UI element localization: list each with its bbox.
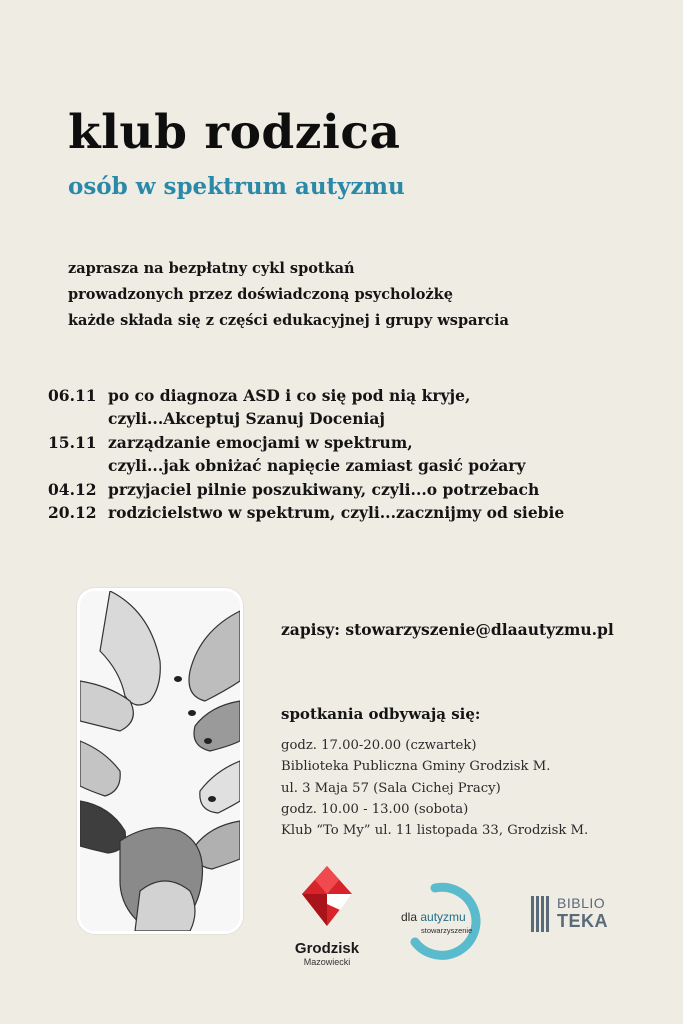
intro-line: prowadzonych przez doświadczoną psycholożkę — [68, 286, 453, 303]
intro-line: zaprasza na bezpłatny cykl spotkań — [68, 260, 355, 277]
schedule-topic: po co diagnoza ASD i co się pod nią kryje, — [108, 386, 471, 405]
schedule-date: 06.11 — [48, 386, 97, 405]
meetings-line: ul. 3 Maja 57 (Sala Cichej Pracy) — [281, 780, 501, 796]
schedule-item — [48, 384, 564, 407]
schedule-item — [48, 501, 564, 524]
schedule-date: 15.11 — [48, 432, 97, 452]
dla-text: dla — [401, 910, 418, 924]
schedule-date: 04.12 — [48, 479, 97, 499]
grodzisk-logo — [282, 864, 372, 967]
schedule-date: 20.12 — [48, 503, 97, 523]
signup-email[interactable]: zapisy: stowarzyszenie@dlaautyzmu.pl — [281, 620, 614, 639]
intro-text — [68, 256, 509, 334]
schedule-topic: zarządzanie emocjami w spektrum, — [108, 432, 413, 452]
meetings-details — [281, 735, 588, 841]
stowarzyszenie-text: stowarzyszenie — [421, 926, 473, 935]
schedule-list — [48, 384, 564, 524]
grodzisk-sub: Mazowiecki — [303, 957, 351, 967]
autyzmu-text: autyzmu — [420, 910, 466, 924]
grodzisk-name: Grodzisk — [294, 940, 360, 957]
meetings-line: godz. 10.00 - 13.00 (sobota) — [281, 801, 469, 817]
biblioteka-logo — [530, 893, 630, 938]
schedule-item — [48, 431, 564, 454]
meetings-line: Biblioteka Publiczna Gminy Grodzisk M. — [281, 759, 551, 775]
books-icon — [530, 895, 552, 933]
schedule-topic-cont: czyli...Akceptuj Szanuj Doceniaj — [108, 409, 386, 429]
dla-autyzmu-logo — [395, 880, 500, 960]
schedule-topic-cont: czyli...jak obniżać napięcie zamiast gasić pożary — [108, 456, 526, 476]
hands-circle-photo — [77, 588, 243, 934]
meetings-line: Klub “To My” ul. 11 listopada 33, Grodzisk M. — [281, 823, 589, 839]
schedule-topic: przyjaciel pilnie poszukiwany, czyli...o potrzebach — [108, 479, 540, 499]
intro-line: każde składa się z części edukacyjnej i grupy wsparcia — [68, 312, 509, 329]
meetings-heading: spotkania odbywają się: — [281, 705, 481, 723]
schedule-topic: rodzicielstwo w spektrum, czyli...zacznijmy od siebie — [108, 503, 565, 523]
page-subtitle: osób w spektrum autyzmu — [68, 173, 405, 200]
hands-photo-illustration — [80, 591, 240, 931]
meetings-line: godz. 17.00-20.00 (czwartek) — [281, 738, 477, 753]
teka-text: TEKA — [557, 911, 608, 931]
biblio-text: BIBLIO — [557, 895, 606, 911]
schedule-item — [48, 478, 564, 501]
page-title: klub rodzica — [68, 105, 401, 160]
grodzisk-crest-icon — [282, 864, 372, 934]
